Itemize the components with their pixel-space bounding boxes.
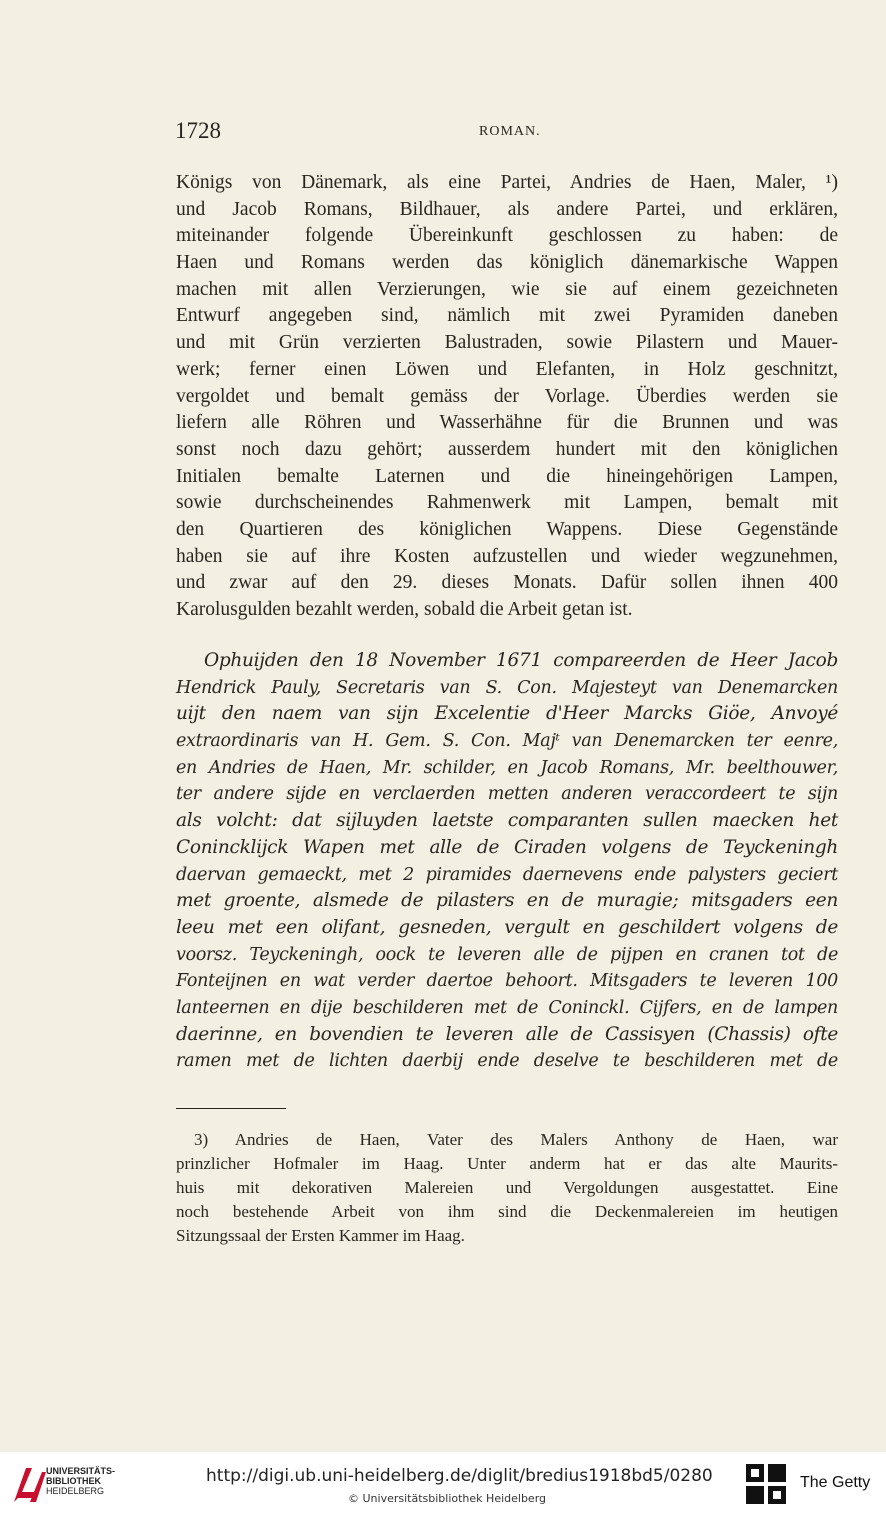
library-name [46,1466,115,1496]
quote-line: voorsz. Teyckeningh, oock te leveren alle de pijpen en cranen tot de [176,944,838,965]
body-line: Initialen bemalte Laternen und die hineingehörigen Lampen, [176,465,838,487]
body-line: werk; ferner einen Löwen und Elefanten, in Holz geschnitzt, [176,358,838,380]
quote-line: daervan gemaeckt, met 2 piramides daernevens ende palysters geciert [176,864,838,885]
quote-line: ramen met de lichten daerbij ende deselve te beschilderen met de [176,1051,838,1072]
footnote-line: 3) Andries de Haen, Vater des Malers Anthony de Haen, war [194,1130,838,1149]
library-name-line: BIBLIOTHEK [46,1476,101,1486]
footnote-line: noch bestehende Arbeit von ihm sind die Deckenmalereien im heutigen [176,1202,838,1221]
footnote-line: huis mit dekorativen Malereien und Vergoldungen ausgestattet. Eine [176,1178,838,1197]
page-header [175,118,835,148]
page-number: 1728 [175,118,221,143]
quote-line: lanteernen en dije beschilderen met de Coninckl. Cijfers, en de lampen [176,997,838,1018]
quote-line: Ophuijden den 18 November 1671 compareerden de Heer Jacob [204,650,838,671]
source-url-link[interactable]: http://digi.ub.uni-heidelberg.de/diglit/bredius1918bd5/0280 [206,1466,713,1486]
copyright-notice: © Universitätsbibliothek Heidelberg [348,1492,547,1505]
quote-line: Fonteijnen en wat verder daertoe behoort. Mitsgaders te leveren 100 [176,971,838,992]
running-head: ROMAN. [479,124,541,139]
dutch-quotation [176,648,838,1075]
library-name-line: UNIVERSITÄTS- [46,1466,116,1476]
body-line: den Quartieren des königlichen Wappens. Diese Gegenstände [176,518,838,540]
quote-line: extraordinaris van H. Gem. S. Con. Majᵗ van Denemarcken ter eenre, [176,731,838,752]
body-line: liefern alle Röhren und Wasserhähne für die Brunnen und was [176,412,838,434]
footnote [176,1128,838,1248]
body-line: Entwurf angegeben sind, nämlich mit zwei Pyramiden daneben [176,305,838,327]
footnote-line: prinzlicher Hofmaler im Haag. Unter anderm hat er das alte Maurits- [176,1154,838,1173]
footnote-rule [176,1108,286,1109]
library-name-line: HEIDELBERG [46,1486,105,1496]
body-line: Karolusgulden bezahlt werden, sobald die Arbeit getan ist. [176,599,633,620]
body-line: sowie durchscheinendes Rahmenwerk mit Lampen, bemalt mit [176,492,838,514]
quote-line: ter andere sijde en verclaerden metten anderen veraccordeert te sijn [176,784,838,805]
quote-line: uijt den naem van sijn Excelentie d'Heer Marcks Giöe, Anvoyé [176,703,838,725]
quote-line: met groente, alsmede de pilasters en de muragie; mitsgaders een [176,890,838,912]
body-line: miteinander folgende Übereinkunft geschlossen zu haben: de [176,225,838,247]
quote-line: Conincklijck Wapen met alle de Ciraden volgens de Teyckeningh [176,836,838,858]
quote-line: als volcht: dat sijluyden laetste comparanten sullen maecken het [176,810,838,832]
body-line: und Jacob Romans, Bildhauer, als andere Partei, und erklären, [176,198,838,220]
main-text [176,170,838,624]
quote-line: daerinne, en bovendien te leveren alle de Cassisyen (Chassis) ofte [176,1023,838,1045]
quote-line: leeu met een olifant, gesneden, vergult en geschildert volgens de [176,916,838,938]
digitization-footer [0,1452,886,1516]
quote-line: Hendrick Pauly, Secretaris van S. Con. Majesteyt van Denemarcken [176,677,838,698]
body-line: haben sie auf ihre Kosten aufzustellen und wieder wegzunehmen, [176,545,838,567]
body-line: vergoldet und bemalt gemäss der Vorlage. Überdies werden sie [176,385,838,407]
getty-logo-icon [744,1462,788,1506]
body-line: machen mit allen Verzierungen, wie sie auf einem gezeichneten [176,278,838,300]
body-line: sonst noch dazu gehört; ausserdem hundert mit den königlichen [176,438,838,460]
getty-name: The Getty [800,1474,871,1491]
body-line: Königs von Dänemark, als eine Partei, Andries de Haen, Maler, ¹) [176,172,838,193]
body-line: und zwar auf den 29. dieses Monats. Dafür sollen ihnen 400 [176,572,838,594]
body-line: und mit Grün verzierten Balustraden, sowie Pilastern und Mauer- [176,332,838,354]
footnote-line: Sitzungssaal der Ersten Kammer im Haag. [176,1226,465,1245]
quote-line: en Andries de Haen, Mr. schilder, en Jacob Romans, Mr. beelthouwer, [176,757,838,778]
body-line: Haen und Romans werden das königlich dänemarkische Wappen [176,252,838,274]
